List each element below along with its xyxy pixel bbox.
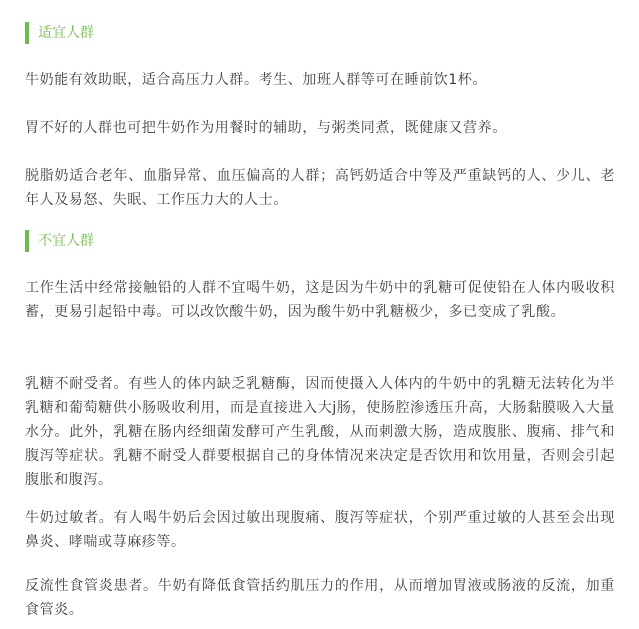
paragraph: 脱脂奶适合老年、血脂异常、血压偏高的人群；高钙奶适合中等及严重缺钙的人、少儿、老年人及易怒、失眠、工作压力大的人士。 [25,168,615,208]
paragraph: 反流性食管炎患者。牛奶有降低食管括约肌压力的作用，从而增加胃液或肠液的反流，加重食管炎。 [25,578,615,618]
section-heading-text: 适宜人群 [38,25,94,41]
paragraph: 牛奶能有效助眠，适合高压力人群。考生、加班人群等可在睡前饮1杯。 [25,72,488,88]
section-heading-text: 不宜人群 [38,233,94,249]
paragraph: 胃不好的人群也可把牛奶作为用餐时的辅助，与粥类同煮，既健康又营养。 [25,120,507,136]
paragraph: 牛奶过敏者。有人喝牛奶后会因过敏出现腹痛、腹泻等症状，个别严重过敏的人甚至会出现鼻炎、哮喘或荨麻疹等。 [25,510,615,550]
section-heading-suitable [25,22,94,44]
section-accent-bar [25,22,29,44]
paragraph: 工作生活中经常接触铅的人群不宜喝牛奶，这是因为牛奶中的乳糖可促使铅在人体内吸收积蓄，更易引起铅中毒。可以改饮酸牛奶，因为酸牛奶中乳糖极少，多已变成了乳酸。 [25,280,615,320]
section-heading-unsuitable [25,230,94,252]
section-accent-bar [25,230,29,252]
paragraph: 乳糖不耐受者。有些人的体内缺乏乳糖酶，因而使摄入人体内的牛奶中的乳糖无法转化为半乳糖和葡萄糖供小肠吸收利用，而是直接进入大j肠，使肠腔渗透压升高，大肠黏膜吸入大量水分。此外，乳糖在肠内经细菌发酵可产生乳酸，从而刺激大肠，造成腹胀、腹痛、排气和腹泻等症状。乳糖不耐受人群要根据自己的身体情况来决定是否饮用和饮用量，否则会引起腹胀和腹泻。 [25,376,615,488]
